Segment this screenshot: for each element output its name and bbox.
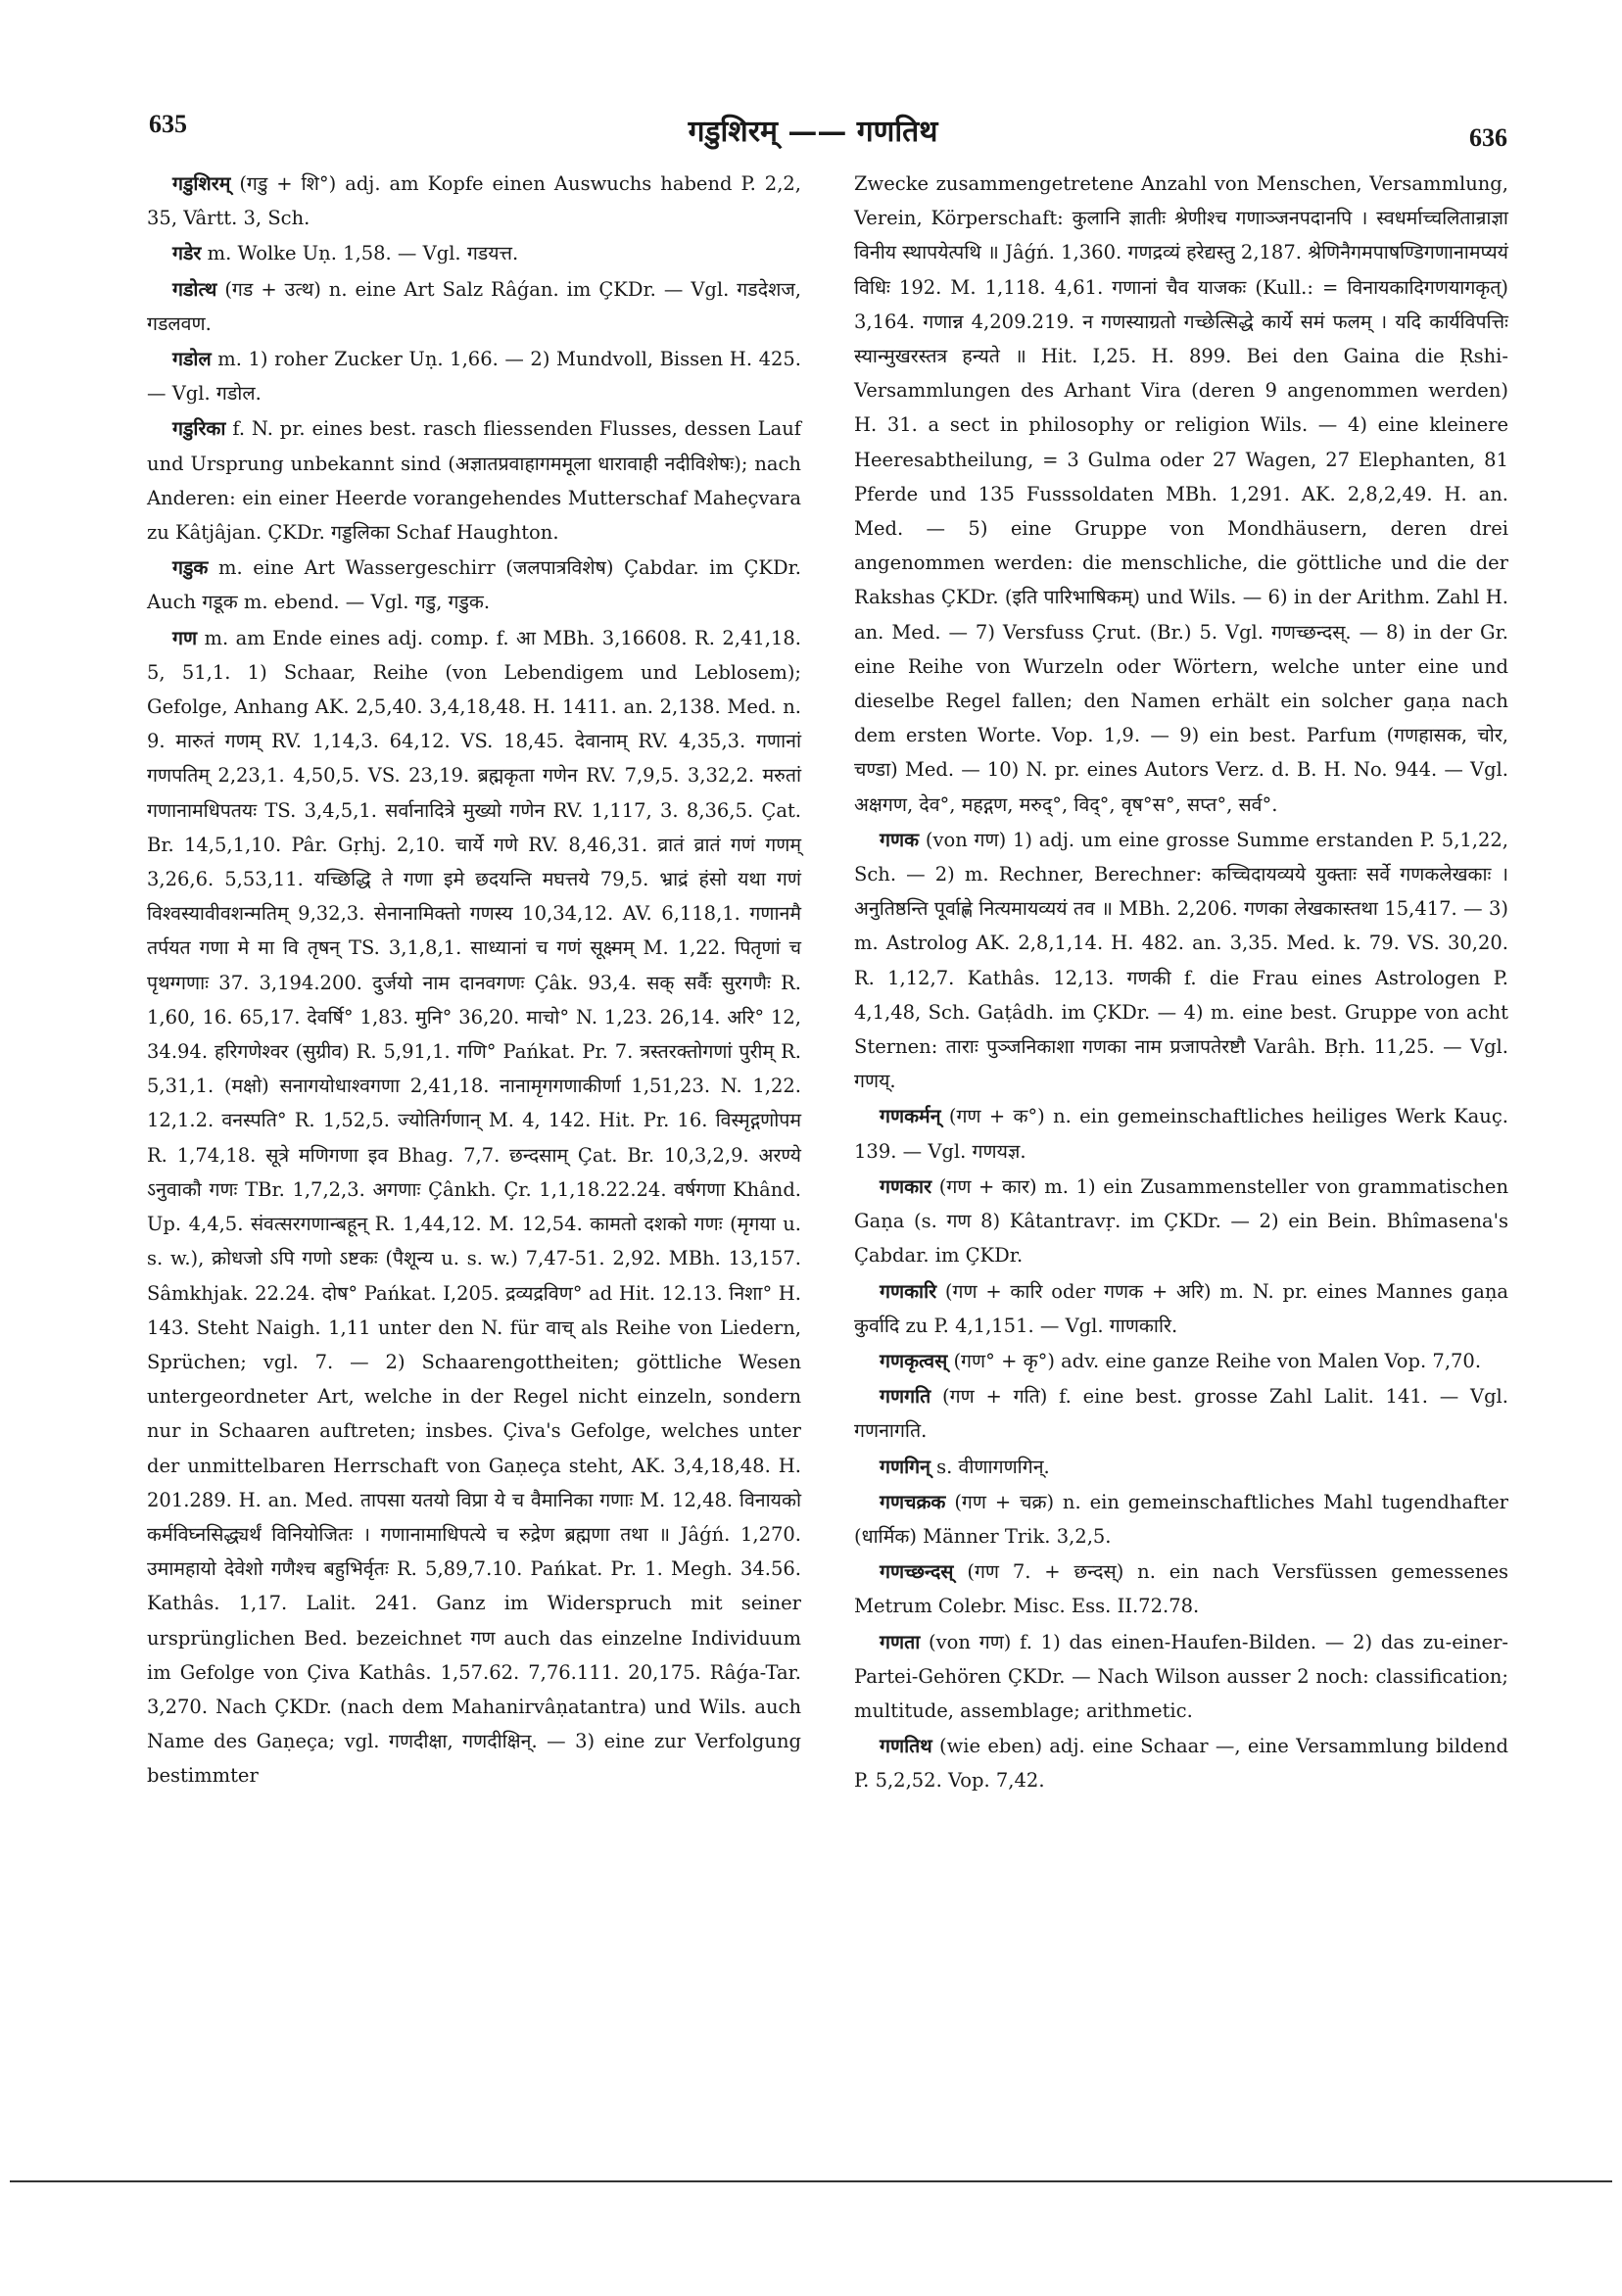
entry-text: (गण + कारि oder गणक + अरि) m. N. pr. eines Mannes gaṇa कुर्वादि zu P. 4,1,151. — Vgl. गाणकारि. [854, 1279, 1509, 1337]
dictionary-entry [854, 1625, 1508, 1729]
entry-text: (गण + गति) f. eine best. grosse Zahl Lalit. 141. — Vgl. गणनागति. [854, 1385, 1508, 1443]
entry-text: m. Wolke Uṇ. 1,58. — Vgl. गडयत्त. [207, 242, 519, 265]
left-column [147, 167, 801, 1794]
dictionary-entry [147, 411, 801, 550]
dictionary-entry [147, 342, 801, 410]
entry-text: (गण 7. + छन्दस्) n. ein nach Versfüssen gemessenes Metrum Colebr. Misc. Ess. II.72.78. [854, 1560, 1509, 1618]
entry-text: m. eine Art Wassergeschirr (जलपात्रविशेष) Çabdar. im ÇKDr. Auch गडूक m. ebend. — Vgl. गडु, गडुक. [147, 556, 801, 614]
dictionary-entry [147, 550, 801, 619]
dictionary-entry [147, 272, 801, 341]
headword: गणगति [880, 1385, 931, 1409]
headword: गणकार [880, 1174, 932, 1198]
entry-text: (गण + चक्र) n. ein gemeinschaftliches Mahl tugendhafter (धार्मिक) Männer Trik. 3,2,5. [854, 1490, 1509, 1548]
dictionary-entry [854, 167, 1508, 822]
dictionary-entry [854, 1379, 1508, 1448]
page-number-right: 636 [1469, 123, 1507, 152]
dictionary-entry [854, 1170, 1508, 1273]
entry-text: (wie eben) adj. eine Schaar —, eine Versammlung bildend P. 5,2,52. Vop. 7,42. [854, 1735, 1508, 1793]
entry-text: (गण + क°) n. ein gemeinschaftliches heiliges Werk Kauç. 139. — Vgl. गणयज्ञ. [854, 1105, 1508, 1163]
headword: गणक [880, 828, 920, 851]
headword: गडुरिका [172, 417, 226, 441]
dictionary-entry [854, 823, 1508, 1099]
dictionary-entry [854, 1274, 1508, 1343]
entry-text: m. am Ende eines adj. comp. f. आ MBh. 3,16608. R. 2,41,18. 5, 51,1. 1) Schaar, Reihe (von Lebendigem und Leblosem); Gefolge, Anhang AK. 2,5,40. 3,4,18,48. H. 1411. an. 2,138. Med. n. 9. मारुतं गणम् RV. 1,14,3. 64,12. VS. 18,45. देवानाम् RV. 4,35,3. गणानां गणपतिम् 2,23,1. 4,50,5. VS. 23,19. ब्रह्मकृता गणेन RV. 7,9,5. 3,32,2. मरुतां गणानामधिपतयः TS. 3,4,5,1. सर्वानादित्रे मुख्यो गणेन RV. 1,117, 3. 8,36,5. Çat. Br. 14,5,1,10. Pâr. Gṛhj. 2,10. चार्ये गणे RV. 8,46,31. व्रातं व्रातं गणं गणम् 3,26,6. 5,53,11. यच्छिद्धि ते गणा इमे छदयन्ति मघत्तये 79,5. भ्राद्रं हंसो यथा गणं विश्वस्यावीवशन्मतिम् 9,32,3. सेनानामिक्तो गणस्य 10,34,12. AV. 6,118,1. गणानमै तर्पयत गणा मे मा वि तृषन् TS. 3,1,8,1. साध्यानां च गणं सूक्ष्मम् M. 1,22. पितृणां च पृथग्गणाः 37. 3,194.200. दुर्जयो नाम दानवगणः Çâk. 93,4. सक् सर्वैः सुरगणैः R. 1,60, 16. 65,17. देवर्षि° 1,83. मुनि° 36,20. माचो° N. 1,23. 26,14. अरि° 12, 34.94. हरिगणेश्वर (सुग्रीव) R. 5,91,1. गणि° Pańkat. Pr. 7. त्रस्तरक्तोगणां पुरीम् R. 5,31,1. (मक्षो) सनागयोधाश्वगणा 2,41,18. नानामृगगणाकीर्णा 1,51,23. N. 1,22. 12,1.2. वनस्पति° R. 1,52,5. ज्योतिर्गणान् M. 4, 142. Hit. Pr. 16. विस्मृद्गणोपम R. 1,74,18. सूत्रे मणिगणा इव Bhag. 7,7. छन्दसाम् Çat. Br. 10,3,2,9. अरण्ये ऽनुवाकौ गणः TBr. 1,7,2,3. अगणाः Çânkh. Çr. 1,1,18.22.24. वर्षगणा Khând. Up. 4,4,5. संवत्सरगणान्बहून् R. 1,44,12. M. 12,54. कामतो दशको गणः (मृगया u. s. w.), क्रोधजो ऽपि गणो ऽष्टकः (पैशून्य u. s. w.) 7,47-51. 2,92. MBh. 13,157. Sâmkhjak. 22.24. दोष° Pańkat. I,205. द्रव्यद्रविण° ad Hit. 12.13. निशा° H. 143. Steht Naigh. 1,11 unter den N. für वाच् als Reihe von Liedern, Sprüchen; vgl. 7. — 2) Schaarengottheiten; göttliche Wesen untergeordneter Art, welche in der Regel nicht einzeln, sondern nur in Schaaren auftreten; insbes. Çiva's Gefolge, welches unter der unmittelbaren Herrschaft von Gaṇeça steht, AK. 3,4,18,48. H. 201.289. H. an. Med. तापसा यतयो विप्रा ये च वैमानिका गणाः M. 12,48. विनायको कर्मविघ्नसिद्ध्यर्थं विनियोजितः । गणानामाधिपत्ये च रुद्रेण ब्रह्मणा तथा ॥ Jâǵń. 1,270. उमामहायो देवेशो गणैश्च बहुभिर्वृतः R. 5,89,7.10. Pańkat. Pr. 1. Megh. 34.56. Kathâs. 1,17. Lalit. 241. Ganz im Widerspruch mit seiner ursprünglichen Bed. bezeichnet गण auch das einzelne Individuum im Gefolge von Çiva Kathâs. 1,57.62. 7,76.111. 20,175. Râǵa-Tar. 3,270. Nach ÇKDr. (nach dem Mahanirvâṇatantra) und Wils. auch Name des Gaṇeça; vgl. गणदीक्षा, गणदीक्षिन्. — 3) eine zur Verfolgung bestimmter [147, 626, 802, 1788]
entry-text: (von गण) f. 1) das einen-Haufen-Bilden. — 2) das zu-einer-Partei-Gehören ÇKDr. — Nach Wilson ausser 2 noch: classification; multitude, assemblage; arithmetic. [854, 1630, 1508, 1722]
footer-rule [10, 2180, 1612, 2182]
entry-text: s. वीणागणगिन्. [936, 1455, 1050, 1478]
headword: गडुक [172, 556, 209, 580]
dictionary-entry [854, 1729, 1508, 1797]
headword: गणकर्मन् [880, 1105, 941, 1128]
headword: गडुशिरम् [172, 172, 231, 195]
headword: गणगिन् [880, 1455, 930, 1478]
headword: गणच्छन्दस् [880, 1560, 954, 1584]
dictionary-entry [854, 1450, 1508, 1484]
headword: गणकारि [880, 1279, 937, 1303]
dictionary-entry [147, 621, 801, 1794]
entry-text: (गण + कार) m. 1) ein Zusammensteller von grammatischen Gaṇa (s. गण 8) Kâtantravṛ. im ÇKDr. — 2) ein Bein. Bhîmasena's Çabdar. im ÇKDr. [854, 1174, 1509, 1268]
headword: गडेर [172, 242, 202, 265]
dictionary-entry [147, 167, 801, 235]
entry-text: (गण° + कृ°) adv. eine ganze Reihe von Malen Vop. 7,70. [953, 1349, 1482, 1372]
entry-text: m. 1) roher Zucker Uṇ. 1,66. — 2) Mundvoll, Bissen H. 425. — Vgl. गडोल. [147, 348, 801, 406]
headword: गणचक्रक [880, 1490, 946, 1513]
headword: गडोल [172, 348, 212, 371]
entry-text: (गडु + शि°) adj. am Kopfe einen Auswuchs habend P. 2,2, 35, Vârtt. 3, Sch. [147, 172, 801, 230]
right-column [854, 167, 1508, 1799]
dictionary-entry [854, 1485, 1508, 1554]
headword: गडोत्थ [172, 277, 217, 301]
headword: गण [172, 626, 198, 649]
dictionary-entry [854, 1344, 1508, 1378]
dictionary-entry [147, 236, 801, 270]
running-head: गडुशिरम् —— गणतिथ [688, 115, 938, 149]
entry-text: f. N. pr. eines best. rasch fliessenden Flusses, dessen Lauf und Ursprung unbekannt sind (अज्ञातप्रवाहागममूला धारावाही नदीविशेषः); nach Anderen: ein einer Heerde vorangehendes Mutterschaf Maheçvara zu Kâtjâjan. ÇKDr. गड्डलिका Schaf Haughton. [147, 417, 802, 545]
dictionary-entry [854, 1099, 1508, 1168]
dictionary-entry [854, 1555, 1508, 1623]
headword: गणतिथ [880, 1735, 932, 1758]
page-number-left: 635 [149, 110, 187, 138]
headword: गणकृत्वस् [880, 1349, 948, 1372]
entry-text: (von गण) 1) adj. um eine grosse Summe erstanden P. 5,1,22, Sch. — 2) m. Rechner, Berechner: कच्चिदायव्यये युक्ताः सर्वे गणकलेखकाः । अनुतिष्ठन्ति पूर्वाह्णे नित्यमायव्ययं तव ॥ MBh. 2,206. गणका लेखकास्तथा 15,417. — 3) m. Astrolog AK. 2,8,1,14. H. 482. an. 3,35. Med. k. 79. VS. 30,20. R. 1,12,7. Kathâs. 12,13. गणकी f. die Frau eines Astrologen P. 4,1,48, Sch. Gaṭâdh. im ÇKDr. — 4) m. eine best. Gruppe von acht Sternen: ताराः पुञ्जनिकाशा गणका नाम प्रजापतेरष्टौ Varâh. Bṛh. 11,25. — Vgl. गणय्. [854, 828, 1509, 1093]
entry-text: Zwecke zusammengetretene Anzahl von Menschen, Versammlung, Verein, Körperschaft: कुलानि ज्ञातीः श्रेणीश्च गणाञ्जनपदानपि । स्वधर्माच्चलितान्राज्ञा विनीय स्थापयेत्पथि ॥ Jâǵń. 1,360. गणद्रव्यं हरेद्यस्तु 2,187. श्रेणिनैगमपाषण्डिगणानामप्ययं विधिः 192. M. 1,118. 4,61. गणानां चैव याजकः (Kull.: = विनायकादिगणयागकृत्) 3,164. गणान्न 4,209.219. न गणस्याग्रतो गच्छेत्सिद्धे कार्ये समं फलम् । यदि कार्यविपत्तिः स्यान्मुखरस्तत्र हन्यते ॥ Hit. I,25. H. 899. Bei den Gaina die Ṛshi-Versammlungen des Arhant Vira (deren 9 angenommen werden) H. 31. a sect in philosophy or religion Wils. — 4) eine kleinere Heeresabtheilung, = 3 Gulma oder 27 Wagen, 27 Elephanten, 81 Pferde und 135 Fusssoldaten MBh. 1,291. AK. 2,8,2,49. H. an. Med. — 5) eine Gruppe von Mondhäusern, deren drei angenommen werden: die menschliche, die göttliche und die der Rakshas ÇKDr. (इति पारिभाषिकम्) und Wils. — 6) in der Arithm. Zahl H. an. Med. — 7) Versfuss Çrut. (Br.) 5. Vgl. गणच्छन्दस्. — 8) in der Gr. eine Reihe von Wurzeln oder Wörtern, welche unter eine und dieselbe Regel fallen; den Namen erhält ein solcher gaṇa nach dem ersten Worte. Vop. 1,9. — 9) ein best. Parfum (गणहासक, चोर, चण्डा) Med. — 10) N. pr. eines Autors Verz. d. B. H. No. 944. — Vgl. अक्षगण, देव°, महद्गण, मरुद्°, विद्°, वृष°स°, सप्त°, सर्व°. [854, 172, 1508, 816]
entry-text: (गड + उत्थ) n. eine Art Salz Râǵan. im ÇKDr. — Vgl. गडदेशज, गडलवण. [147, 277, 801, 335]
headword: गणता [880, 1630, 921, 1653]
